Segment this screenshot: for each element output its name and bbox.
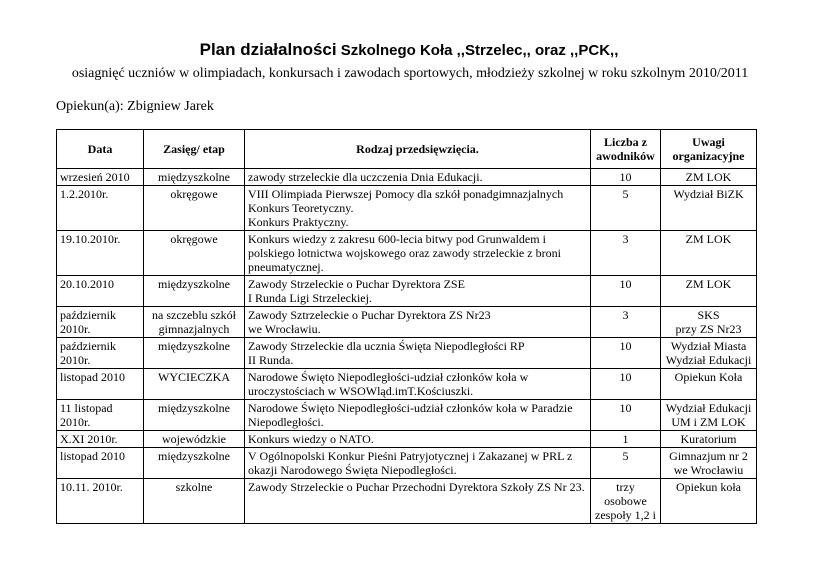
cell-event: V Ogólnopolski Konkur Pieśni Patryjotycznej i Zakazanej w PRL z okazji Narodowego Święta Niepodległości. — [245, 448, 591, 479]
column-header-notes: Uwagi organizacyjne — [661, 130, 757, 169]
cell-date: listopad 2010 — [57, 448, 144, 479]
table-row — [57, 231, 757, 276]
column-header-scope: Zasięg/ etap — [144, 130, 245, 169]
title-rest: Szkolnego Koła ,,Strzelec,, oraz ,,PCK,, — [336, 42, 619, 59]
cell-scope: międzyszkolne — [144, 400, 245, 431]
table-row — [57, 307, 757, 338]
table-row — [57, 276, 757, 307]
cell-date: październik 2010r. — [57, 307, 144, 338]
cell-event: Zawody Strzeleckie o Puchar Przechodni Dyrektora Szkoły ZS Nr 23. — [245, 479, 591, 524]
cell-count: 10 — [591, 276, 661, 307]
cell-date: 10.11. 2010r. — [57, 479, 144, 524]
cell-count: 3 — [591, 231, 661, 276]
cell-date: październik 2010r. — [57, 338, 144, 369]
cell-notes: Gimnazjum nr 2 we Wrocławiu — [661, 448, 757, 479]
cell-count: trzy osobowe zespoły 1,2 i — [591, 479, 661, 524]
guardian-line: Opiekun(a): Zbigniew Jarek — [56, 99, 214, 114]
document-title — [0, 40, 818, 60]
cell-scope: międzyszkolne — [144, 169, 245, 186]
cell-notes: Wydział BiZK — [661, 186, 757, 231]
cell-date: 19.10.2010r. — [57, 231, 144, 276]
cell-event: Konkurs wiedzy z zakresu 600-lecia bitwy pod Grunwaldem i polskiego lotnictwa wojskowego oraz zawody strzeleckie z broni pneumatycznej. — [245, 231, 591, 276]
cell-scope: międzyszkolne — [144, 448, 245, 479]
title-main: Plan działalności — [199, 40, 337, 59]
cell-scope: okręgowe — [144, 231, 245, 276]
table-header-row — [57, 130, 757, 169]
cell-notes: Opiekun Koła — [661, 369, 757, 400]
cell-event: Konkurs wiedzy o NATO. — [245, 431, 591, 448]
cell-notes: Wydział Edukacji UM i ZM LOK — [661, 400, 757, 431]
table-row — [57, 186, 757, 231]
table-row — [57, 431, 757, 448]
cell-event: VIII Olimpiada Pierwszej Pomocy dla szkół ponadgimnazjalnych Konkurs Teoretyczny. Konkurs Praktyczny. — [245, 186, 591, 231]
activity-plan-table — [56, 129, 757, 524]
cell-notes: ZM LOK — [661, 169, 757, 186]
cell-scope: międzyszkolne — [144, 338, 245, 369]
cell-date: X.XI 2010r. — [57, 431, 144, 448]
document-subtitle: osiagnięć uczniów w olimpiadach, konkursach i zawodach sportowych, młodzieży szkolnej w roku szkolnym 2010/2011 — [71, 66, 749, 81]
table-row — [57, 169, 757, 186]
cell-scope: okręgowe — [144, 186, 245, 231]
cell-count: 10 — [591, 400, 661, 431]
cell-count: 10 — [591, 169, 661, 186]
cell-scope: szkolne — [144, 479, 245, 524]
table-row — [57, 448, 757, 479]
cell-date: listopad 2010 — [57, 369, 144, 400]
cell-scope: na szczeblu szkół gimnazjalnych — [144, 307, 245, 338]
cell-count: 1 — [591, 431, 661, 448]
cell-count: 5 — [591, 448, 661, 479]
cell-notes: ZM LOK — [661, 231, 757, 276]
table-row — [57, 400, 757, 431]
cell-scope: wojewódzkie — [144, 431, 245, 448]
cell-event: Narodowe Święto Niepodległości-udział członków koła w Paradzie Niepodległości. — [245, 400, 591, 431]
cell-count: 5 — [591, 186, 661, 231]
cell-date: wrzesień 2010 — [57, 169, 144, 186]
column-header-date: Data — [57, 130, 144, 169]
cell-notes: SKS przy ZS Nr23 — [661, 307, 757, 338]
cell-event: zawody strzeleckie dla uczczenia Dnia Edukacji. — [245, 169, 591, 186]
cell-count: 10 — [591, 369, 661, 400]
cell-count: 3 — [591, 307, 661, 338]
table-row — [57, 338, 757, 369]
cell-event: Zawody Sztrzeleckie o Puchar Dyrektora ZS Nr23 we Wrocławiu. — [245, 307, 591, 338]
cell-scope: międzyszkolne — [144, 276, 245, 307]
table-row — [57, 479, 757, 524]
cell-notes: Wydział Miasta Wydział Edukacji — [661, 338, 757, 369]
cell-date: 1.2.2010r. — [57, 186, 144, 231]
table-row — [57, 369, 757, 400]
cell-date: 11 listopad 2010r. — [57, 400, 144, 431]
cell-scope: WYCIECZKA — [144, 369, 245, 400]
cell-event: Zawody Strzeleckie o Puchar Dyrektora ZSE I Runda Ligi Strzeleckiej. — [245, 276, 591, 307]
cell-event: Zawody Strzeleckie dla ucznia Święta Niepodległości RP II Runda. — [245, 338, 591, 369]
cell-count: 10 — [591, 338, 661, 369]
cell-event: Narodowe Święto Niepodległości-udział członków koła w uroczystościach w WSOWląd.imT.Kościuszki. — [245, 369, 591, 400]
cell-notes: ZM LOK — [661, 276, 757, 307]
cell-date: 20.10.2010 — [57, 276, 144, 307]
cell-notes: Kuratorium — [661, 431, 757, 448]
column-header-event: Rodzaj przedsięwzięcia. — [245, 130, 591, 169]
column-header-count: Liczba z awodników — [591, 130, 661, 169]
cell-notes: Opiekun koła — [661, 479, 757, 524]
